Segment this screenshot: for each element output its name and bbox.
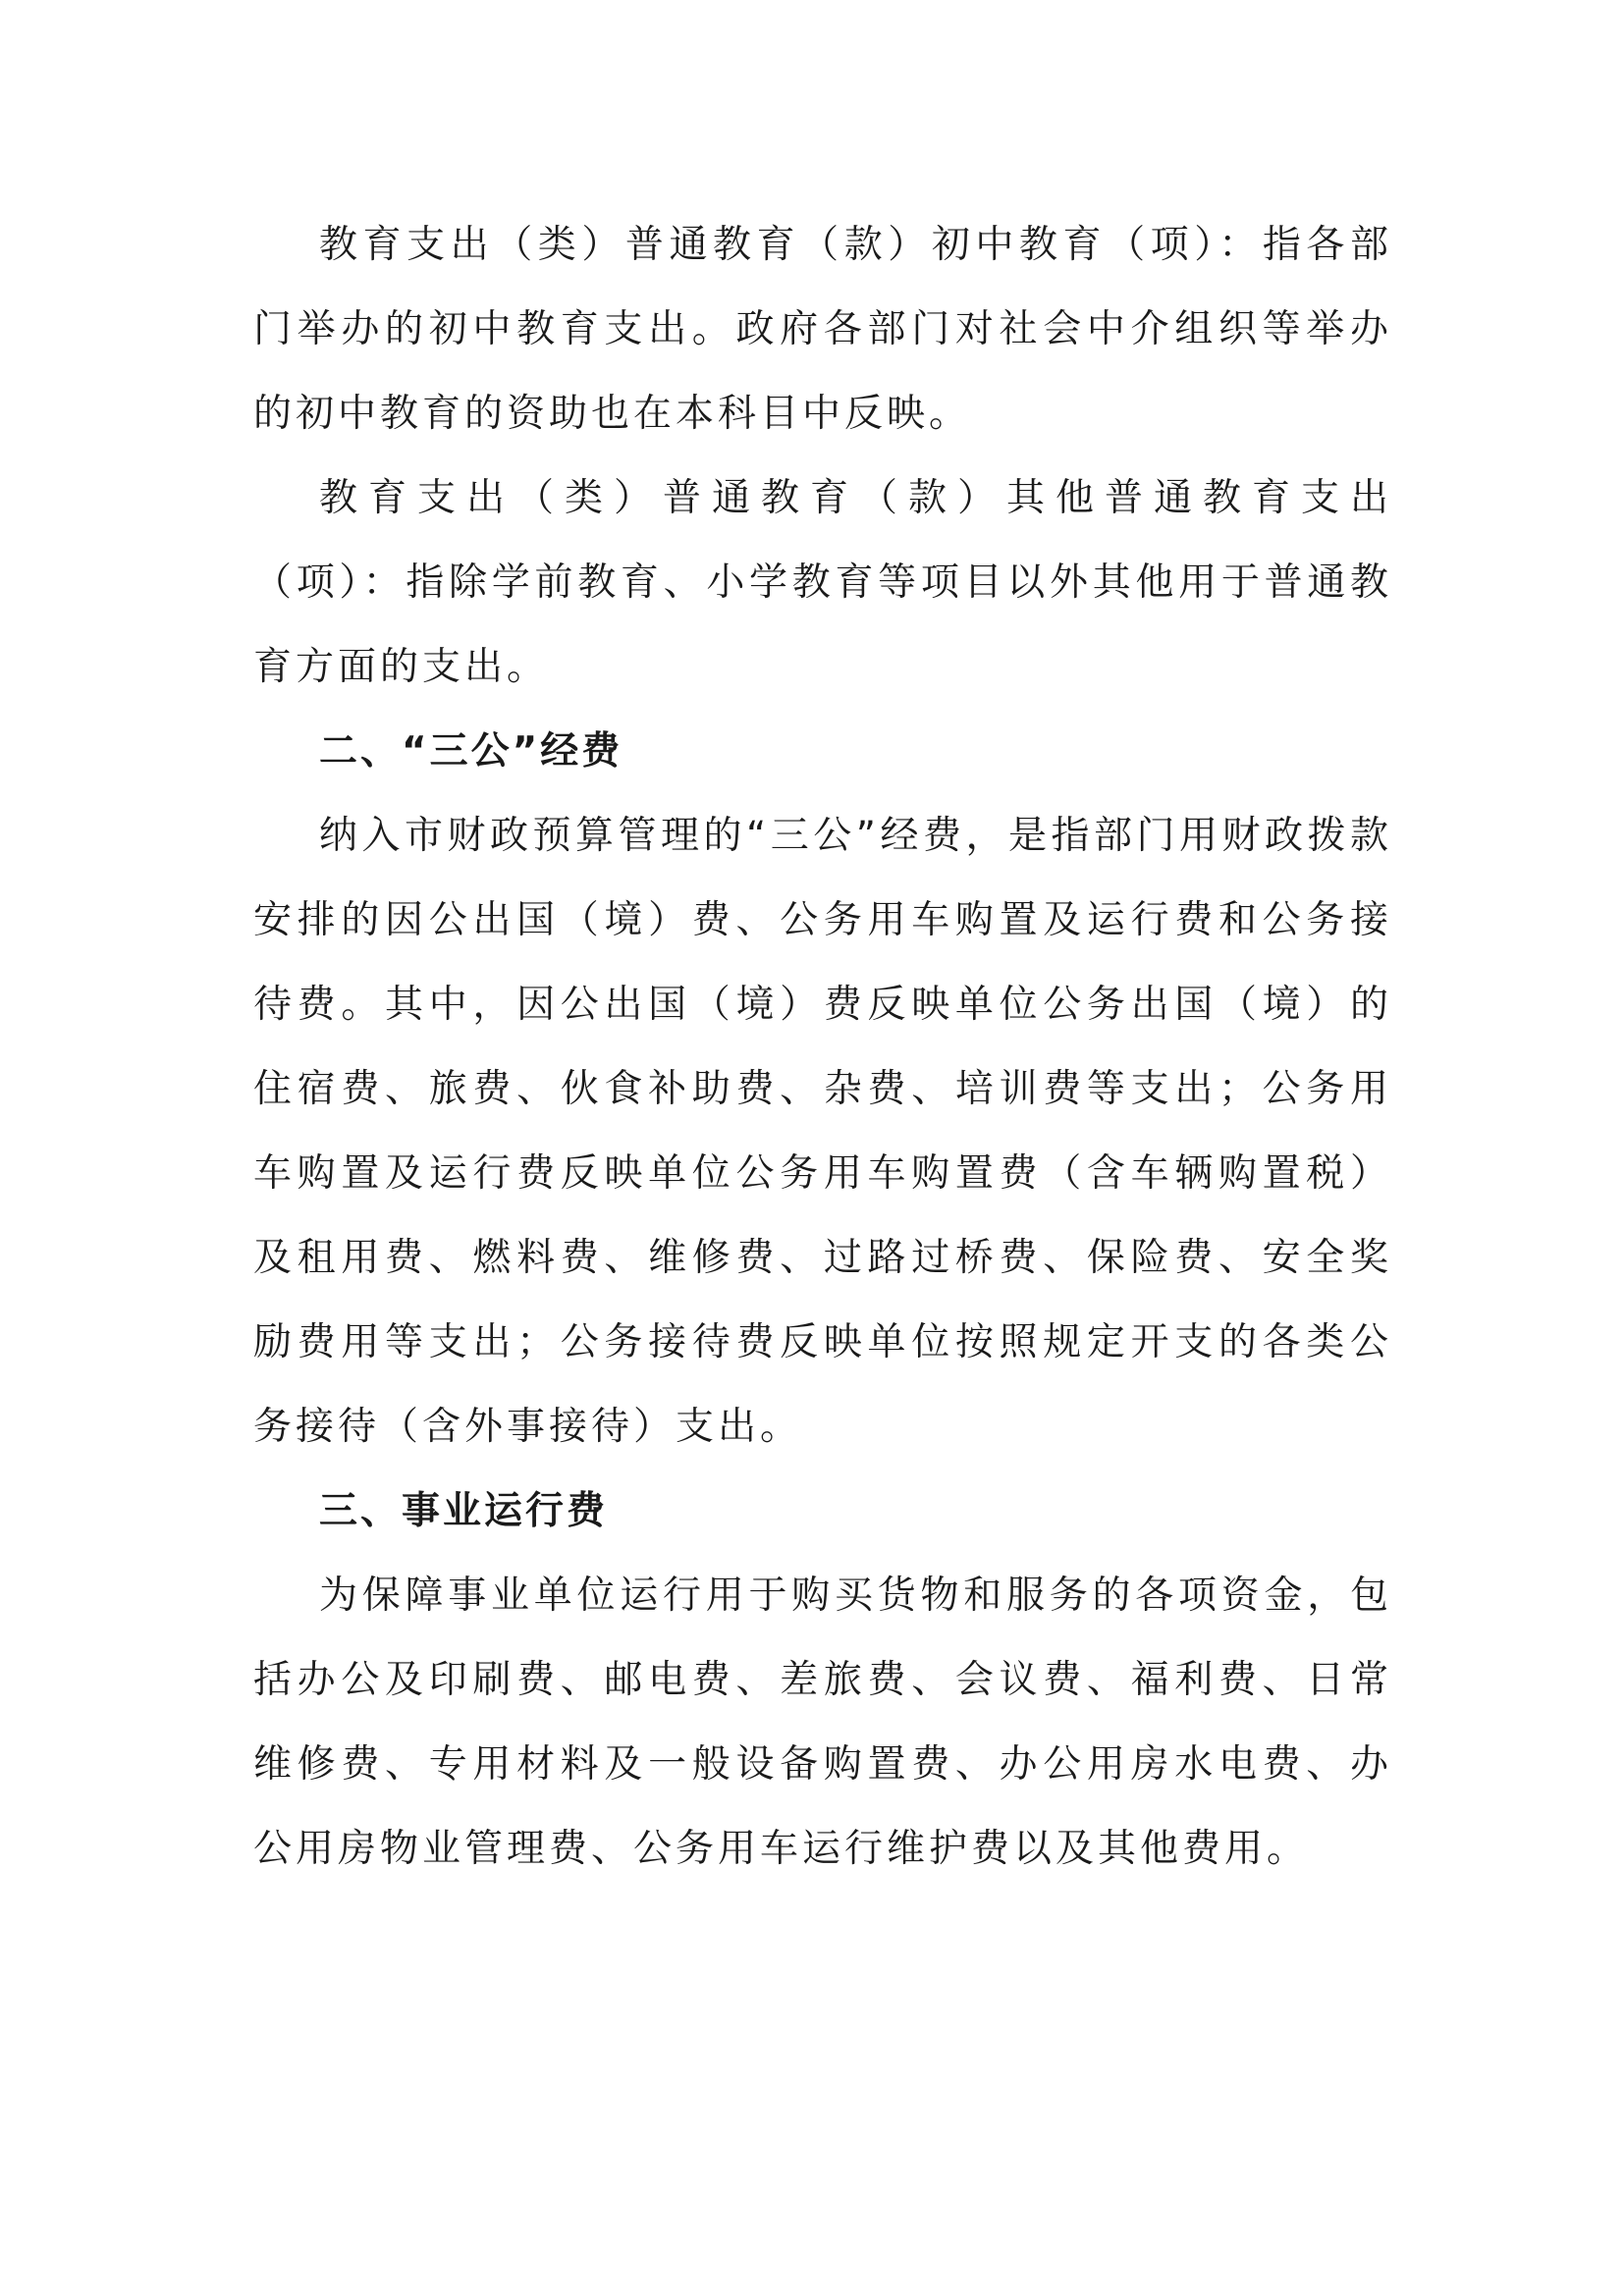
document-body xyxy=(253,203,1392,1892)
section-heading-three-public: 二、“三公”经费 xyxy=(319,729,623,774)
paragraph-operating-costs: 为保障事业单位运行用于购买货物和服务的各项资金，包括办公及印刷费、邮电费、差旅费、会议费、福利费、日常维修费、专用材料及一般设备购置费、办公用房水电费、办公用房物业管理费、公务用车运行维护费以及其他费用。 xyxy=(253,1574,1392,1871)
paragraph-three-public-expenses: 纳入市财政预算管理的“三公”经费，是指部门用财政拨款安排的因公出国（境）费、公务用车购置及运行费和公务接待费。其中，因公出国（境）费反映单位公务出国（境）的住宿费、旅费、伙食补助费、杂费、培训费等支出；公务用车购置及运行费反映单位公务用车购置费（含车辆购置税）及租用费、燃料费、维修费、过路过桥费、保险费、安全奖励费用等支出；公务接待费反映单位按照规定开支的各类公务接待（含外事接待）支出。 xyxy=(253,814,1392,1449)
section-heading-operating-costs: 三、事业运行费 xyxy=(319,1489,609,1533)
paragraph-junior-middle-education: 教育支出（类）普通教育（款）初中教育（项）：指各部门举办的初中教育支出。政府各部门对社会中介组织等举办的初中教育的资助也在本科目中反映。 xyxy=(253,223,1392,436)
paragraph-other-general-education: 教育支出（类）普通教育（款）其他普通教育支出（项）：指除学前教育、小学教育等项目以外其他用于普通教育方面的支出。 xyxy=(253,476,1392,689)
